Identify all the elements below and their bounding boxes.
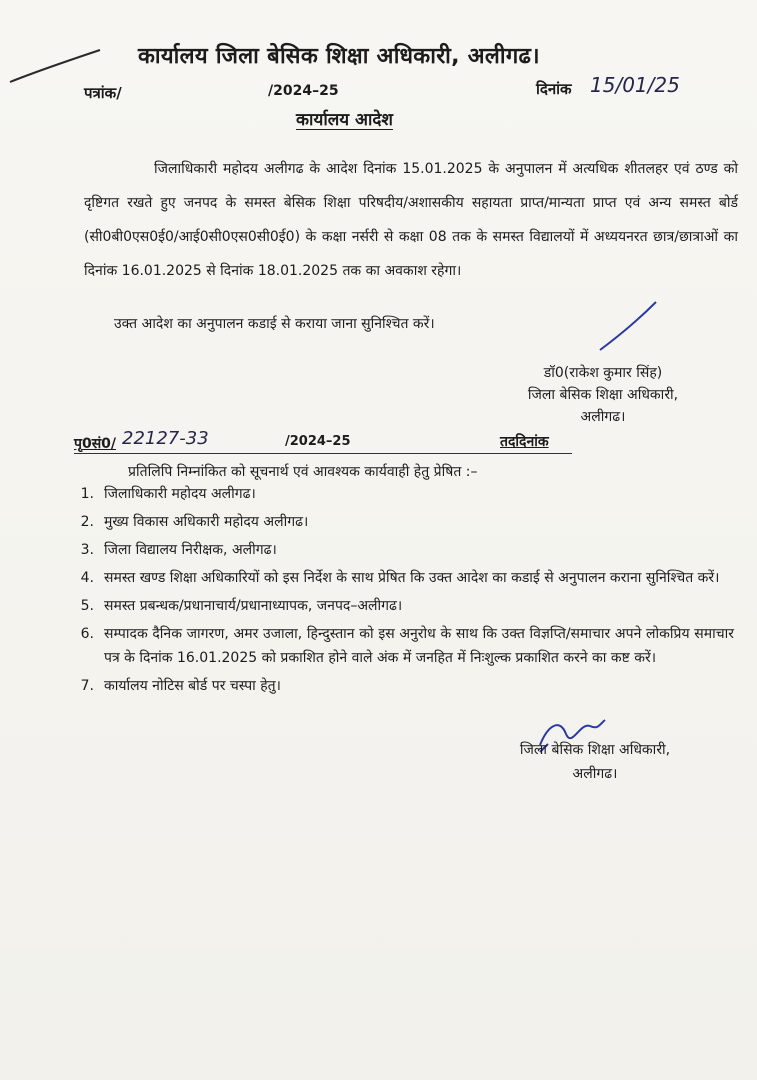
order-heading: कार्यालय आदेश — [296, 110, 393, 130]
office-title: कार्यालय जिला बेसिक शिक्षा अधिकारी, अलीगढ। — [138, 44, 540, 69]
officer-name: डॉ0(राकेश कुमार सिंह) — [543, 365, 663, 381]
list-item: 3. जिला विद्यालय निरीक्षक, अलीगढ। — [80, 542, 277, 558]
copy-reference-year: /2024–25 — [285, 434, 351, 449]
copy-reference-number: 22127-33 — [122, 428, 209, 449]
officer-place: अलीगढ। — [580, 409, 626, 425]
copy-date-label: तददिनांक — [500, 434, 549, 450]
officer-place: अलीगढ। — [572, 766, 618, 782]
copy-recipient-list — [54, 482, 734, 702]
list-item: 2. मुख्य विकास अधिकारी महोदय अलीगढ। — [80, 514, 309, 530]
copy-intro: प्रतिलिपि निम्नांकित को सूचनार्थ एवं आवश्यक कार्यवाही हेतु प्रेषित :– — [128, 464, 478, 480]
signature-block-primary — [498, 362, 708, 428]
signature-block-secondary — [490, 738, 700, 786]
compliance-paragraph: उक्त आदेश का अनुपालन कडाई से कराया जाना सुनिश्चित करें। — [114, 316, 435, 332]
signature-stroke — [600, 302, 656, 350]
list-item: 4. समस्त खण्ड शिक्षा अधिकारियों को इस निर्देश के साथ प्रेषित कि उक्त आदेश का कडाई से अनुपालन कराना सुनिश्चित करें। — [80, 570, 720, 586]
list-item: 7. कार्यालय नोटिस बोर्ड पर चस्पा हेतु। — [80, 678, 281, 694]
officer-designation: जिला बेसिक शिक्षा अधिकारी, — [519, 742, 671, 758]
copy-reference-label: पृ0सं0/ — [74, 436, 117, 452]
list-item: 1. जिलाधिकारी महोदय अलीगढ। — [80, 486, 256, 502]
pen-stroke-mark — [10, 50, 100, 82]
date-value-handwritten: 15/01/25 — [590, 73, 680, 97]
reference-label: पत्रांक/ — [84, 84, 122, 102]
copy-reference-rule — [74, 453, 572, 454]
order-paragraph: जिलाधिकारी महोदय अलीगढ के आदेश दिनांक 15.01.2025 के अनुपालन में अत्यधिक शीतलहर एवं ठण्ड को दृष्टिगत रखते हुए जनपद के समस्त बेसिक शिक्षा परिषदीय/अशासकीय सहायता प्राप्त/मान्यता प्राप्त एवं अन्य समस्त बोर्ड (सी0बी0एस0ई0/आई0सी0एस0सी0ई0) के कक्षा नर्सरी से कक्षा 08 तक के समस्त विद्यालयों में अध्ययनरत छात्र/छात्राओं का दिनांक 16.01.2025 से दिनांक 18.01.2025 तक का अवकाश रहेगा। — [84, 161, 738, 279]
date-label: दिनांक — [536, 80, 572, 98]
list-item: 5. समस्त प्रबन्धक/प्रधानाचार्य/प्रधानाध्यापक, जनपद–अलीगढ। — [80, 598, 403, 614]
officer-designation: जिला बेसिक शिक्षा अधिकारी, — [527, 387, 679, 403]
list-item: 6. सम्पादक दैनिक जागरण, अमर उजाला, हिन्दुस्तान को इस अनुरोध के साथ कि उक्त विज्ञप्ति/समाचार अपने लोकप्रिय समाचार पत्र के दिनांक 16.01.2025 को प्रकाशित होने वाले अंक में जनहित में निःशुल्क प्रकाशित करने का कष्ट करें। — [80, 626, 734, 666]
reference-year: /2024–25 — [268, 83, 339, 99]
